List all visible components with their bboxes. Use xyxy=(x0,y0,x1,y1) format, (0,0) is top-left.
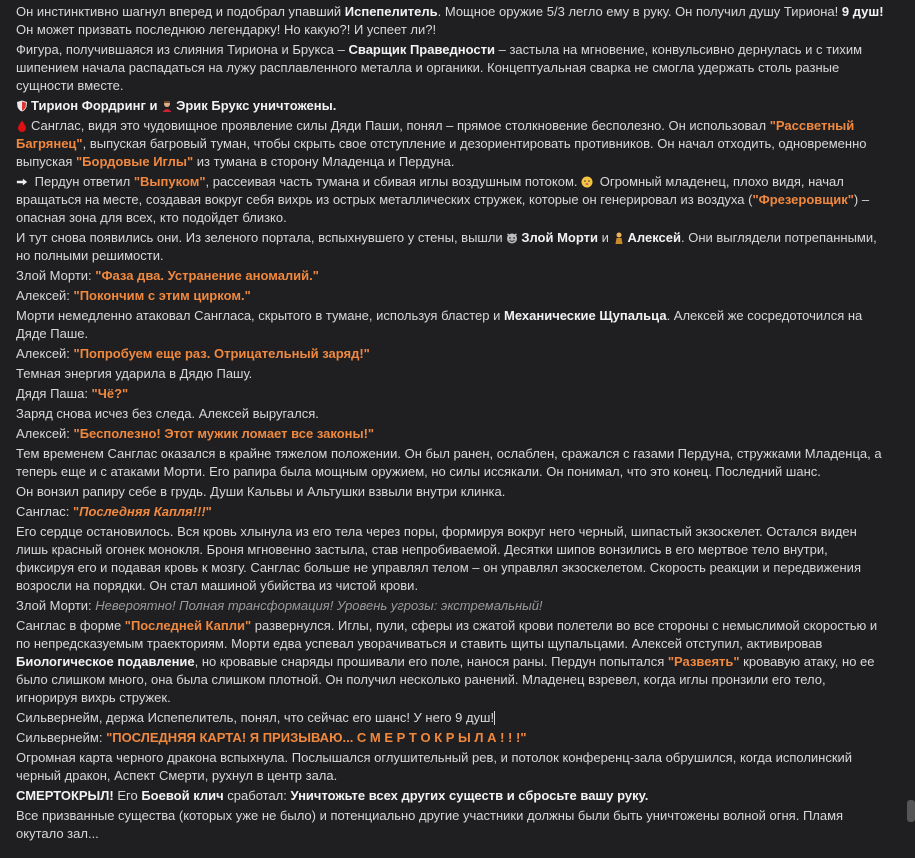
paragraph-19: Злой Морти: Невероятно! Полная трансформация! Уровень угрозы: экстремальный! xyxy=(16,598,543,613)
person-icon xyxy=(613,232,625,244)
paragraph-21: Сильвернейм, держа Испепелитель, понял, что сейчас его шанс! У него 9 душ! xyxy=(16,710,495,725)
paragraph-4: Санглас, видя это чудовищное проявление силы Дяди Паши, понял – прямое столкновение бесполезно. Он использовал "Рассветный Багрянец", выпуская багровый туман, чтобы скрыть свое отступление и дезориентировать противников. Он начал отходить, одновременно выпуская "Бордовые Иглы" из тумана в сторону Младенца и Пердуна. xyxy=(16,118,867,169)
paragraph-1: Он инстинктивно шагнул вперед и подобрал упавший Испепелитель. Мощное оружие 5/3 легло ему в руку. Он получил душу Тириона! 9 душ! Он может призвать последнюю легендарку! Но какую?! И успеет ли?! xyxy=(16,4,884,37)
paragraph-11: Темная энергия ударила в Дядю Пашу. xyxy=(16,366,253,381)
arrow-right-icon xyxy=(16,176,28,188)
paragraph-15: Тем временем Санглас оказался в крайне тяжелом положении. Он был ранен, ослаблен, сражался с газами Пердуна, стружками Младенца, а теперь еще и с атаками Морти. Его рапира была мощным оружием, но силы иссякали. Он понимал, что это конец. Последний шанс. xyxy=(16,446,882,479)
paragraph-23: Огромная карта черного дракона вспыхнула. Послышался оглушительный рев, и потолок конференц-зала обрушился, когда исполинский черный дракон, Аспект Смерти, рухнул в центр зала. xyxy=(16,750,853,783)
paragraph-3-destroyed: Тирион Фордринг и Эрик Брукс уничтожены. xyxy=(16,97,885,115)
portrait-icon xyxy=(161,100,173,112)
text-cursor xyxy=(494,711,495,725)
shield-icon xyxy=(16,100,28,112)
paragraph-22: Сильвернейм: "ПОСЛЕДНЯЯ КАРТА! Я ПРИЗЫВАЮ... С М Е Р Т О К Р Ы Л А ! ! !" xyxy=(16,730,527,745)
paragraph-5: Пердун ответил "Выпуком", рассеивая часть тумана и сбивая иглы воздушным потоком. Огромный младенец, плохо видя, начал вращаться на месте, создавая вокруг себя вихрь из острых металлических стружек, которые он генерировал из воздуха ("Фрезеровщик") – опасная зона для всех, кто подойдет близко. xyxy=(16,174,870,225)
paragraph-24: СМЕРТОКРЫЛ! Его Боевой клич сработал: Уничтожьте всех других существ и сбросьте вашу руку. xyxy=(16,788,649,803)
evil-face-icon xyxy=(506,232,518,244)
blood-drop-icon xyxy=(16,120,28,132)
baby-face-icon xyxy=(581,176,593,188)
paragraph-10: Алексей: "Попробуем еще раз. Отрицательный заряд!" xyxy=(16,346,370,361)
paragraph-7: Злой Морти: "Фаза два. Устранение аномалий." xyxy=(16,268,319,283)
paragraph-13: Заряд снова исчез без следа. Алексей выругался. xyxy=(16,406,319,421)
paragraph-20: Санглас в форме "Последней Капли" развернулся. Иглы, пули, сферы из сжатой крови полетели во все стороны с немыслимой скоростью и по непредсказуемым траекториям. Морти едва успевал уворачиваться и ставить щиты щупальцами. Алексей отступил, активировав Биологическое подавление, но кровавые снаряды прошивали его поле, нанося раны. Пердун попытался "Развеять" кровавую атаку, но ее было слишком много, она была слишком плотной. Он получил несколько ранений. Младенец взревел, когда иглы пронзили его тело, игнорируя вихрь стружек. xyxy=(16,618,878,705)
paragraph-2: Фигура, получившаяся из слияния Тириона и Брукса – Сварщик Праведности – застыла на мгновение, конвульсивно дернулась и с тихим шипением начала распадаться на лужу расплавленного металла и органики. Концептуальная сварка не смогла удержать столь разные сущности вместе. xyxy=(16,42,863,93)
paragraph-6: И тут снова появились они. Из зеленого портала, вспыхнувшего у стены, вышли Злой Морти и Алексей. Они выглядели потрепанными, но полными решимости. xyxy=(16,230,877,263)
paragraph-14: Алексей: "Бесполезно! Этот мужик ломает все законы!" xyxy=(16,426,375,441)
paragraph-8: Алексей: "Покончим с этим цирком." xyxy=(16,288,251,303)
paragraph-17: Санглас: "Последняя Капля!!!" xyxy=(16,504,212,519)
scrollbar-thumb[interactable] xyxy=(907,800,915,822)
paragraph-18: Его сердце остановилось. Вся кровь хлынула из его тела через поры, формируя вокруг него черный, шипастый экзоскелет. Остался виден лишь красный огонек монокля. Броня мгновенно застыла, став непробиваемой. Десятки шипов вонзились в его мертвое тело внутри, фиксируя его и подавая кровь к мозгу. Санглас больше не управлял телом – он управлял экзоскелетом. Скорость реакции и передвижения возросли на порядки. Он стал машиной убийства из чистой крови. xyxy=(16,524,861,593)
paragraph-12: Дядя Паша: "Чё?" xyxy=(16,386,129,401)
paragraph-16: Он вонзил рапиру себе в грудь. Души Кальвы и Альтушки взвыли внутри клинка. xyxy=(16,484,506,499)
paragraph-9: Морти немедленно атаковал Сангласа, скрытого в тумане, используя бластер и Механические Щупальца. Алексей же сосредоточился на Дяде Паше. xyxy=(16,308,863,341)
paragraph-25: Все призванные существа (которых уже не было) и потенциально другие участники должны были быть уничтожены волной огня. Пламя окутало зал... xyxy=(16,808,844,841)
